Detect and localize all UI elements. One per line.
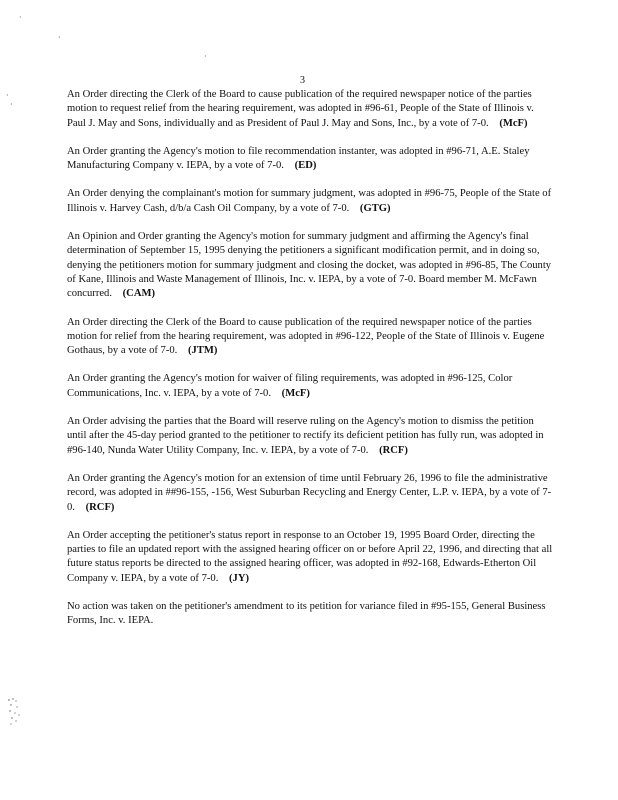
entry-initials: (RCF) [85, 501, 115, 513]
entry-initials: (GTG) [359, 202, 391, 214]
scan-speck: · [19, 13, 22, 22]
scan-speck: · [204, 52, 207, 61]
board-actions-list [67, 88, 553, 643]
board-action-entry [67, 372, 553, 401]
scan-speck: · [10, 100, 13, 109]
board-action-entry [67, 316, 553, 359]
scan-noise-cluster [7, 697, 23, 727]
entry-text: An Order granting the Agency's motion to file recommendation instanter, was adopted in #96-71, A.E. Staley Manufacturing Company v. IEPA, by a vote of 7-0. [67, 145, 530, 172]
entry-text: An Order granting the Agency's motion for an extension of time until February 26, 1996 to file the administrative record, was adopted in ##96-155, -156, West Suburban Recycling and Energy Center, L.P. v. IEPA, by a vote of 7-0. [67, 472, 552, 513]
entry-text: An Order granting the Agency's motion for waiver of filing requirements, was adopted in #96-125, Color Communications, Inc. v. IEPA, by a vote of 7-0. [67, 373, 513, 399]
board-action-entry [67, 472, 553, 515]
entry-initials: (JTM) [188, 345, 218, 357]
entry-initials: (CAM) [122, 288, 156, 300]
entry-text: An Order denying the complainant's motion for summary judgment, was adopted in #96-75, People of the State of Illinois v. Harvey Cash, d/b/a Cash Oil Company, by a vote of 7-0. [67, 188, 552, 214]
board-action-entry [67, 600, 553, 629]
scan-speck: · [6, 91, 9, 100]
entry-initials: (McF) [281, 387, 310, 399]
entry-text: An Order accepting the petitioner's status report in response to an October 19, 1995 Board Order, directing the parties to file an updated report with the assigned hearing officer on or before April 22, 1996, and directing that all future status reports be directed to the assigned hearing officer, was adopted in #92-168, Edwards-Etherton Oil Company v. IEPA, by a vote of 7-0. [67, 529, 553, 584]
entry-initials: (ED) [294, 160, 317, 172]
scan-speck: · [58, 33, 61, 42]
board-action-entry [67, 145, 553, 174]
entry-initials: (McF) [499, 117, 528, 129]
board-action-entry [67, 187, 553, 216]
board-action-entry [67, 230, 553, 301]
entry-text: An Order directing the Clerk of the Board to cause publication of the required newspaper notice of the parties motion to request relief from the hearing requirement, was adopted in #96-61, People of the State of Illinois v. Paul J. May and Sons, individually and as President of Paul J. May and Sons, Inc., by a vote of 7-0. [67, 89, 534, 129]
board-action-entry [67, 529, 553, 586]
entry-text: An Opinion and Order granting the Agency's motion for summary judgment and affirming the Agency's final determination of September 15, 1995 denying the petitioners a significant modification permit, and in doing so, denying the petitioners motion for summary judgment and closing the docket, was adopted in #96-85, The County of Kane, Illinois and Waste Management of Illinois, Inc. v. IEPA, by a vote of 7-0. Board member M. McFawn concurred. [67, 231, 552, 300]
entry-text: An Order directing the Clerk of the Board to cause publication of the required newspaper notice of the parties motion for relief from the hearing requirement, was adopted in #96-122, People of the State of Illinois v. Eugene Gothaus, by a vote of 7-0. [67, 316, 545, 357]
entry-text: No action was taken on the petitioner's amendment to its petition for variance filed in #95-155, General Business Forms, Inc. v. IEPA. [67, 601, 546, 627]
entry-text: An Order advising the parties that the Board will reserve ruling on the Agency's motion to dismiss the petition until after the 45-day period granted to the petitioner to rectify its deficient petition has fully run, was adopted in #96-140, Nunda Water Utility Company, Inc. v. IEPA, by a vote of 7-0. [67, 416, 544, 456]
entry-initials: (RCF) [379, 444, 408, 456]
page-number: 3 [300, 75, 305, 86]
board-action-entry [67, 88, 553, 131]
board-action-entry [67, 415, 553, 458]
entry-initials: (JY) [229, 572, 250, 584]
